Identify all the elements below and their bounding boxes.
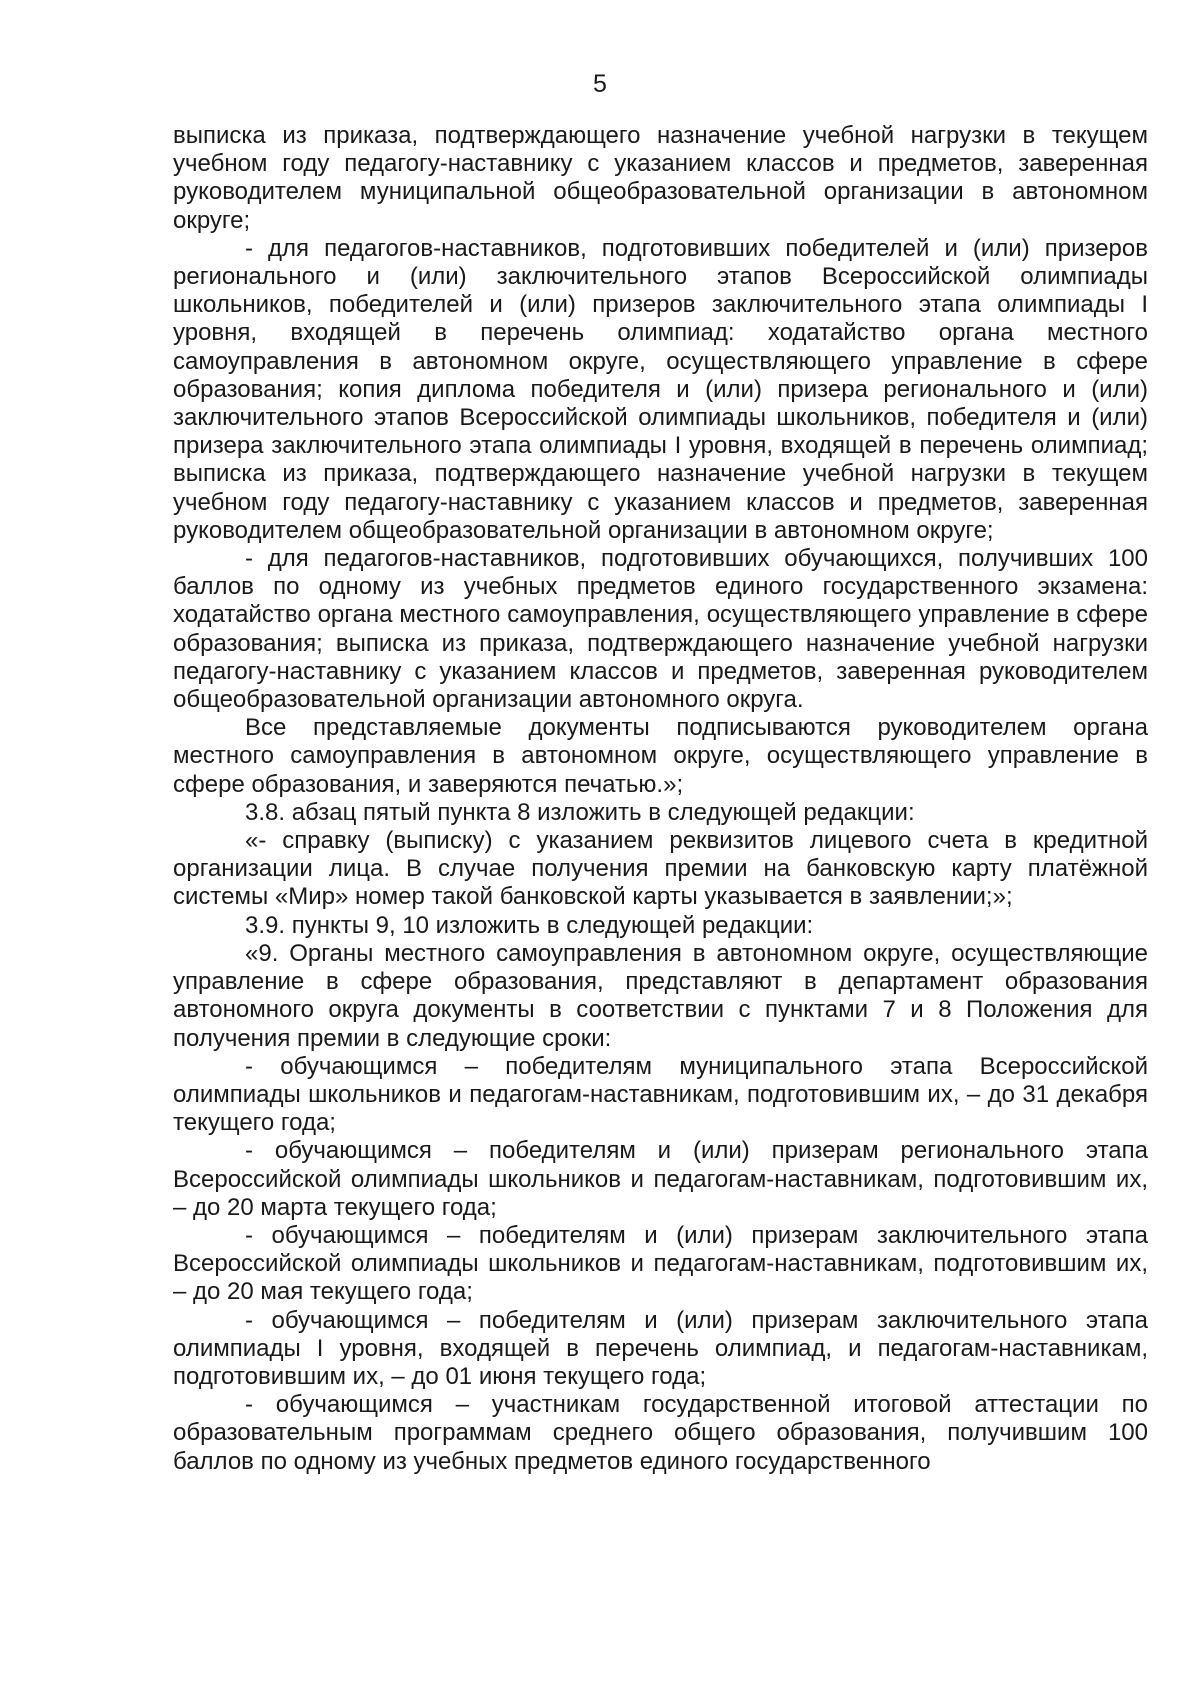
paragraph-6: «- справку (выписку) с указанием реквизитов лицевого счета в кредитной организации лица. В случае получения премии на банковскую карту платёжной системы «Мир» номер такой банковской карты указывается в заявлении;»; <box>173 827 1148 911</box>
paragraph-12: - обучающимся – победителям и (или) призерам заключительного этапа олимпиады I уровня, входящей в перечень олимпиад, и педагогам-наставникам, подготовившим их, – до 01 июня текущего года; <box>173 1306 1148 1390</box>
page-number: 5 <box>593 70 607 98</box>
paragraph-2: - для педагогов-наставников, подготовивших победителей и (или) призеров регионального и (или) заключительного этапов Всероссийской олимпиады школьников, победителей и (или) призеров заключительного этапа олимпиады I уровня, входящей в перечень олимпиад: ходатайство органа местного самоуправления в автономном округе, осуществляющего управление в сфере образования; копия диплома победителя и (или) призера регионального и (или) заключительного этапов Всероссийской олимпиады школьников, победителя и (или) призера заключительного этапа олимпиады I уровня, входящей в перечень олимпиад; выписка из приказа, подтверждающего назначение учебной нагрузки в текущем учебном году педагогу-наставнику с указанием классов и предметов, заверенная руководителем общеобразовательной организации в автономном округе; <box>173 234 1148 544</box>
paragraph-5: 3.8. абзац пятый пункта 8 изложить в следующей редакции: <box>245 798 915 826</box>
paragraph-13: - обучающимся – участникам государственной итоговой аттестации по образовательным программам среднего общего образования, получившим 100 баллов по одному из учебных предметов единого государственного <box>173 1391 1148 1475</box>
paragraph-8: «9. Органы местного самоуправления в автономном округе, осуществляющие управление в сфере образования, представляют в департамент образования автономного округа документы в соответствии с пунктами 7 и 8 Положения для получения премии в следующие сроки: <box>173 939 1148 1052</box>
paragraph-7: 3.9. пункты 9, 10 изложить в следующей редакции: <box>245 911 814 939</box>
paragraph-11: - обучающимся – победителям и (или) призерам заключительного этапа Всероссийской олимпиады школьников и педагогам-наставникам, подготовившим их, – до 20 мая текущего года; <box>173 1221 1148 1306</box>
paragraph-10: - обучающимся – победителям и (или) призерам регионального этапа Всероссийской олимпиады школьников и педагогам-наставникам, подготовившим их, – до 20 марта текущего года; <box>173 1137 1148 1221</box>
paragraph-3: - для педагогов-наставников, подготовивших обучающихся, получивших 100 баллов по одному из учебных предметов единого государственного экзамена: ходатайство органа местного самоуправления, осуществляющего управление в сфере образования; выписка из приказа, подтверждающего назначение учебной нагрузки педагогу-наставнику с указанием классов и предметов, заверенная руководителем общеобразовательной организации автономного округа. <box>173 545 1148 714</box>
document-body <box>173 122 1148 1476</box>
paragraph-1: выписка из приказа, подтверждающего назначение учебной нагрузки в текущем учебном году педагогу-наставнику с указанием классов и предметов, заверенная руководителем муниципальной общеобразовательной организации в автономном округе; <box>173 122 1148 234</box>
paragraph-4: Все представляемые документы подписываются руководителем органа местного самоуправления в автономном округе, осуществляющего управление в сфере образования, и заверяются печатью.»; <box>173 714 1148 798</box>
paragraph-9: - обучающимся – победителям муниципального этапа Всероссийской олимпиады школьников и педагогам-наставникам, подготовившим их, – до 31 декабря текущего года; <box>173 1052 1148 1137</box>
